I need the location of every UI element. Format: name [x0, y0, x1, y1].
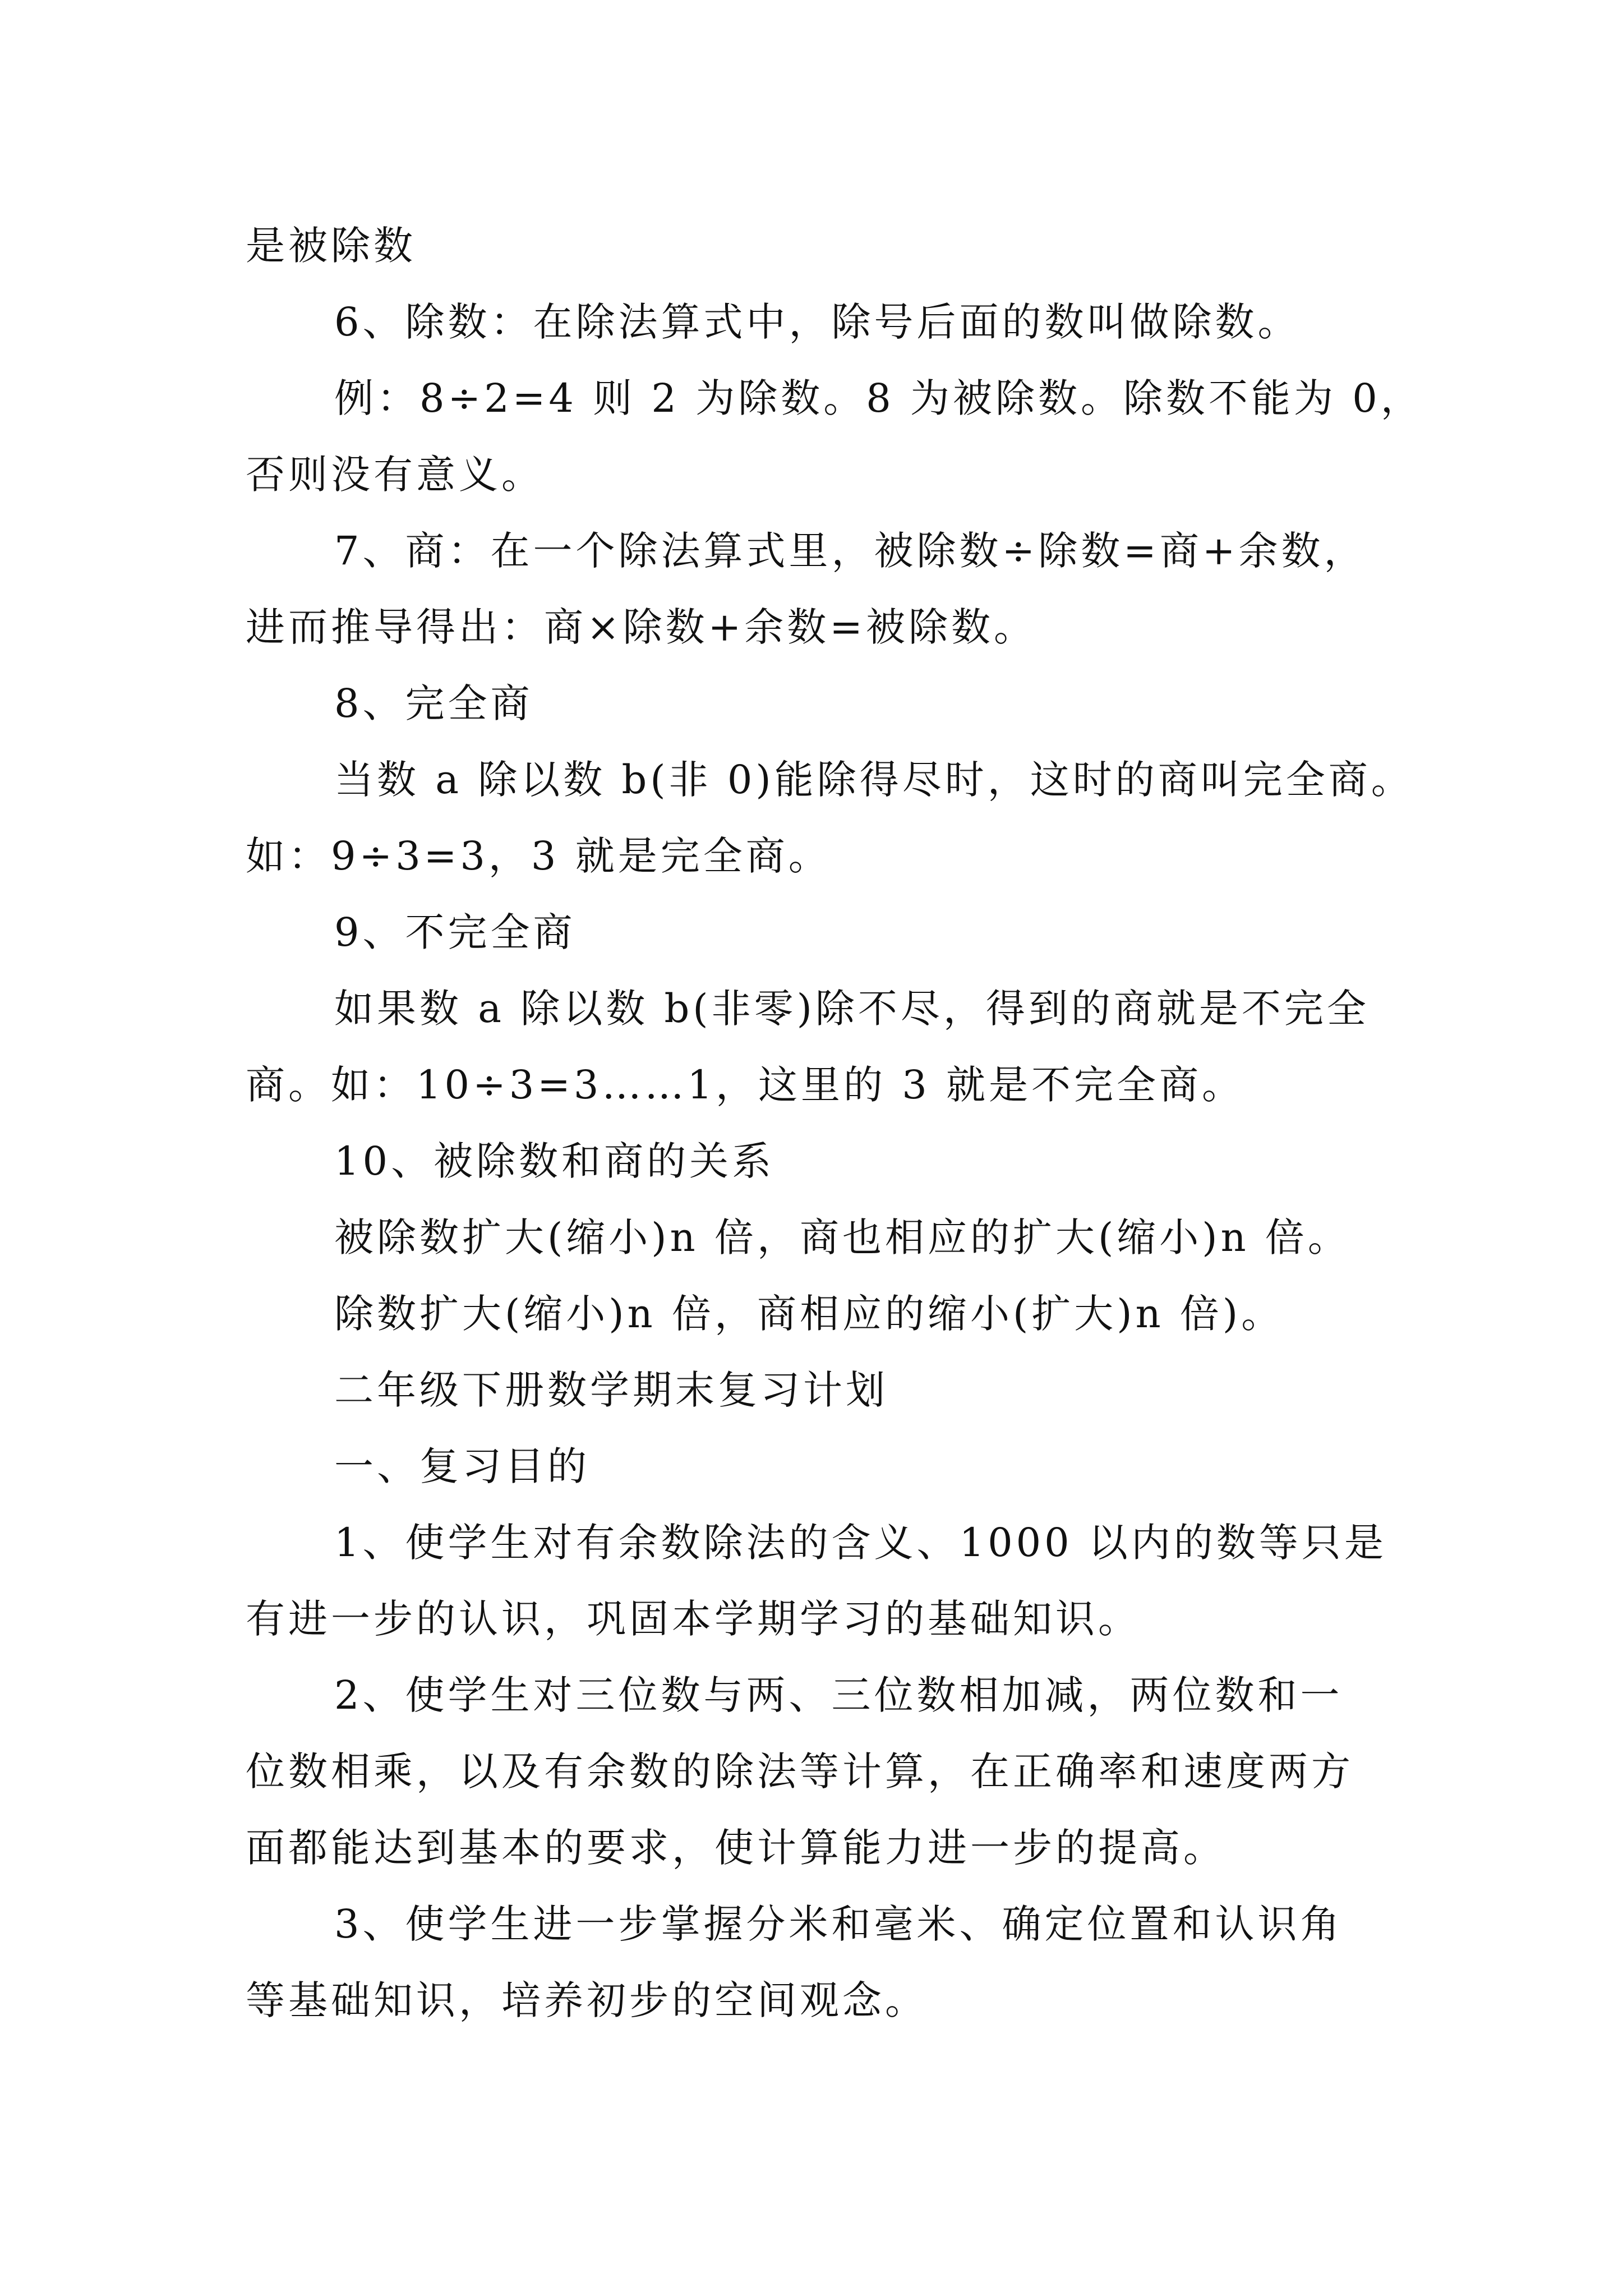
text-line: 2、使学生对三位数与两、三位数相加减，两位数和一	[334, 1672, 1343, 1718]
text-line: 被除数扩大(缩小)n 倍，商也相应的扩大(缩小)n 倍。	[334, 1214, 1350, 1260]
text-line: 如果数 a 除以数 b(非零)除不尽，得到的商就是不完全	[334, 986, 1370, 1032]
text-line: 10、被除数和商的关系	[334, 1138, 775, 1184]
text-line: 等基础知识，培养初步的空间观念。	[246, 1977, 928, 2023]
section-heading: 一、复习目的	[334, 1443, 590, 1489]
text-line: 6、除数：在除法算式中，除号后面的数叫做除数。	[334, 299, 1301, 345]
text-line: 1、使学生对有余数除法的含义、1000 以内的数等只是	[334, 1520, 1387, 1566]
text-line: 如：9÷3=3，3 就是完全商。	[246, 833, 831, 879]
text-line: 3、使学生进一步掌握分米和毫米、确定位置和认识角	[334, 1901, 1343, 1947]
text-line: 面都能达到基本的要求，使计算能力进一步的提高。	[246, 1825, 1226, 1871]
text-line: 除数扩大(缩小)n 倍，商相应的缩小(扩大)n 倍)。	[334, 1291, 1284, 1337]
section-title: 二年级下册数学期末复习计划	[334, 1367, 888, 1413]
body-text	[246, 208, 1423, 2039]
text-line: 有进一步的认识，巩固本学期学习的基础知识。	[246, 1596, 1141, 1642]
text-line: 7、商：在一个除法算式里，被除数÷除数=商+余数，	[334, 528, 1367, 574]
text-line: 进而推导得出：商×除数+余数=被除数。	[246, 604, 1036, 650]
text-line: 8、完全商	[334, 680, 533, 726]
text-line: 是被除数	[246, 223, 416, 269]
text-line: 商。如：10÷3=3……1，这里的 3 就是不完全商。	[246, 1062, 1245, 1108]
text-line: 否则没有意义。	[246, 452, 544, 498]
text-line: 位数相乘，以及有余数的除法等计算，在正确率和速度两方	[246, 1749, 1354, 1795]
text-line: 当数 a 除以数 b(非 0)能除得尽时，这时的商叫完全商。	[334, 757, 1414, 803]
text-line: 例：8÷2=4 则 2 为除数。8 为被除数。除数不能为 0，	[334, 375, 1423, 421]
text-line: 9、不完全商	[334, 909, 576, 955]
